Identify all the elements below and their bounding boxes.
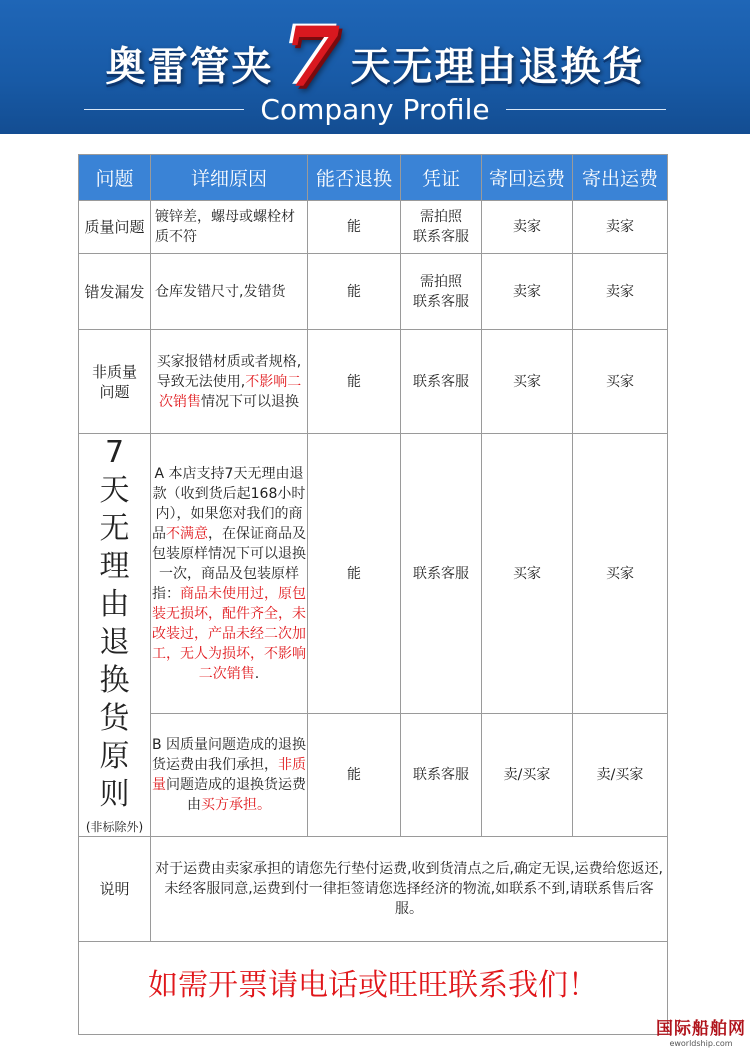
banner-title-right: 天无理由退换货 (350, 43, 645, 90)
seven-day-char: 无 (99, 511, 130, 546)
reason-non-quality-red: 不影响二次销售 (159, 373, 302, 410)
seven-a-red2: 商品未使用过，原包装无损坏，配件齐全，未改装过，产品未经二次加工，无人为损坏，不影响二次销售 (152, 585, 306, 682)
reason-seven-day-b (151, 714, 308, 837)
send-fee-non-quality: 买家 (573, 330, 668, 434)
can-return-quality: 能 (308, 201, 401, 254)
send-fee-seven-day-a: 买家 (573, 434, 668, 714)
footer-cell (79, 942, 668, 1035)
invoice-contact-note: 如需开票请电话或旺旺联系我们！ (148, 967, 598, 1003)
header-can-return: 能否退换 (308, 155, 401, 201)
reason-non-quality-text-b: 情况下可以退换 (201, 393, 299, 410)
seven-day-note: (非标除外) (85, 820, 144, 834)
proof-wrong-line1: 需拍照 (420, 273, 462, 290)
category-seven-day-vertical (79, 434, 150, 836)
watermark (656, 1014, 746, 1048)
reason-wrong-shipment: 仓库发错尺寸,发错货 (151, 254, 308, 330)
seven-day-char: 7 (104, 435, 125, 470)
return-fee-seven-day-b: 卖/买家 (482, 714, 573, 837)
can-return-seven-day-a: 能 (308, 434, 401, 714)
seven-a-text2: ，在保证商品及包装原样情况下可以退换一次，商品及包装原样指： (152, 525, 306, 602)
can-return-seven-day-b: 能 (308, 714, 401, 837)
banner-title (0, 10, 750, 106)
reason-non-quality (151, 330, 308, 434)
seven-a-text3: . (254, 665, 260, 682)
header-reason: 详细原因 (151, 155, 308, 201)
proof-non-quality: 联系客服 (401, 330, 482, 434)
subtitle-left-rule (84, 109, 244, 110)
seven-day-char: 由 (99, 587, 130, 622)
can-return-wrong-shipment: 能 (308, 254, 401, 330)
category-seven-day (79, 434, 151, 837)
seven-a-red1: 不满意 (166, 525, 208, 542)
return-fee-wrong-shipment: 卖家 (482, 254, 573, 330)
send-fee-quality: 卖家 (573, 201, 668, 254)
banner-subtitle-row (0, 92, 750, 126)
reason-seven-day-a (151, 434, 308, 714)
proof-seven-day-b: 联系客服 (401, 714, 482, 837)
seven-day-char: 理 (99, 549, 130, 584)
proof-quality-line1: 需拍照 (420, 209, 462, 225)
proof-quality-line2: 联系客服 (413, 229, 469, 245)
seven-b-red1: 非质量 (152, 757, 306, 793)
table-row-non-quality (79, 330, 668, 434)
table-row-seven-day-b (79, 714, 668, 837)
category-quality: 质量问题 (79, 201, 151, 254)
return-fee-quality: 卖家 (482, 201, 573, 254)
header-issue: 问题 (79, 155, 151, 201)
category-non-quality (79, 330, 151, 434)
explain-text: 对于运费由卖家承担的请您先行垫付运费,收到货清点之后,确定无误,运费给您返还,未经客服同意,运费到付一律拒签请您选择经济的物流,如联系不到,请联系售后客服。 (151, 837, 668, 942)
table-row-footer (79, 942, 668, 1035)
seven-day-char: 则 (99, 777, 130, 812)
watermark-title: 国际船舶网 (656, 1019, 746, 1039)
seven-b-red2: 买方承担。 (201, 797, 271, 813)
seven-day-char: 货 (99, 701, 130, 736)
seven-a-text1: A 本店支持7天无理由退款（收到货后起168小时内），如果您对我们的商品 (152, 465, 306, 542)
category-wrong-shipment: 错发漏发 (79, 254, 151, 330)
table-row-wrong-shipment (79, 254, 668, 330)
table-row-seven-day-a (79, 434, 668, 714)
proof-wrong-shipment (401, 254, 482, 330)
return-policy-table (78, 154, 668, 1035)
header-send-fee: 寄出运费 (573, 155, 668, 201)
header-proof: 凭证 (401, 155, 482, 201)
reason-non-quality-text-a: 买家报错材质或者规格,导致无法使用, (156, 353, 302, 390)
seven-day-char: 换 (99, 663, 130, 698)
table-row-quality (79, 201, 668, 254)
return-fee-non-quality: 买家 (482, 330, 573, 434)
reason-quality: 镀锌差，螺母或螺栓材质不符 (151, 201, 308, 254)
subtitle-right-rule (506, 109, 666, 110)
return-fee-seven-day-a: 买家 (482, 434, 573, 714)
seven-b-text1: B 因质量问题造成的退换货运费由我们承担， (151, 737, 307, 773)
seven-b-text2: 问题造成的退换货运费由 (166, 777, 306, 813)
proof-wrong-line2: 联系客服 (413, 293, 469, 310)
send-fee-wrong-shipment: 卖家 (573, 254, 668, 330)
banner-subtitle: Company Profile (260, 92, 490, 126)
table-row-explain (79, 837, 668, 942)
top-banner (0, 0, 750, 134)
category-non-quality-line2: 问题 (99, 382, 130, 401)
can-return-non-quality: 能 (308, 330, 401, 434)
banner-seven-numeral: 7 (283, 10, 341, 106)
seven-day-char: 天 (99, 473, 130, 508)
header-return-fee: 寄回运费 (482, 155, 573, 201)
proof-quality (401, 201, 482, 254)
table-header-row (79, 155, 668, 201)
category-explain: 说明 (79, 837, 151, 942)
seven-day-char: 退 (99, 625, 130, 660)
watermark-url: eworldship.com (669, 1039, 733, 1048)
send-fee-seven-day-b: 卖/买家 (573, 714, 668, 837)
proof-seven-day-a: 联系客服 (401, 434, 482, 714)
seven-day-char: 原 (99, 739, 130, 774)
banner-title-left: 奥雷管夹 (105, 43, 274, 90)
category-non-quality-line1: 非质量 (91, 362, 137, 381)
